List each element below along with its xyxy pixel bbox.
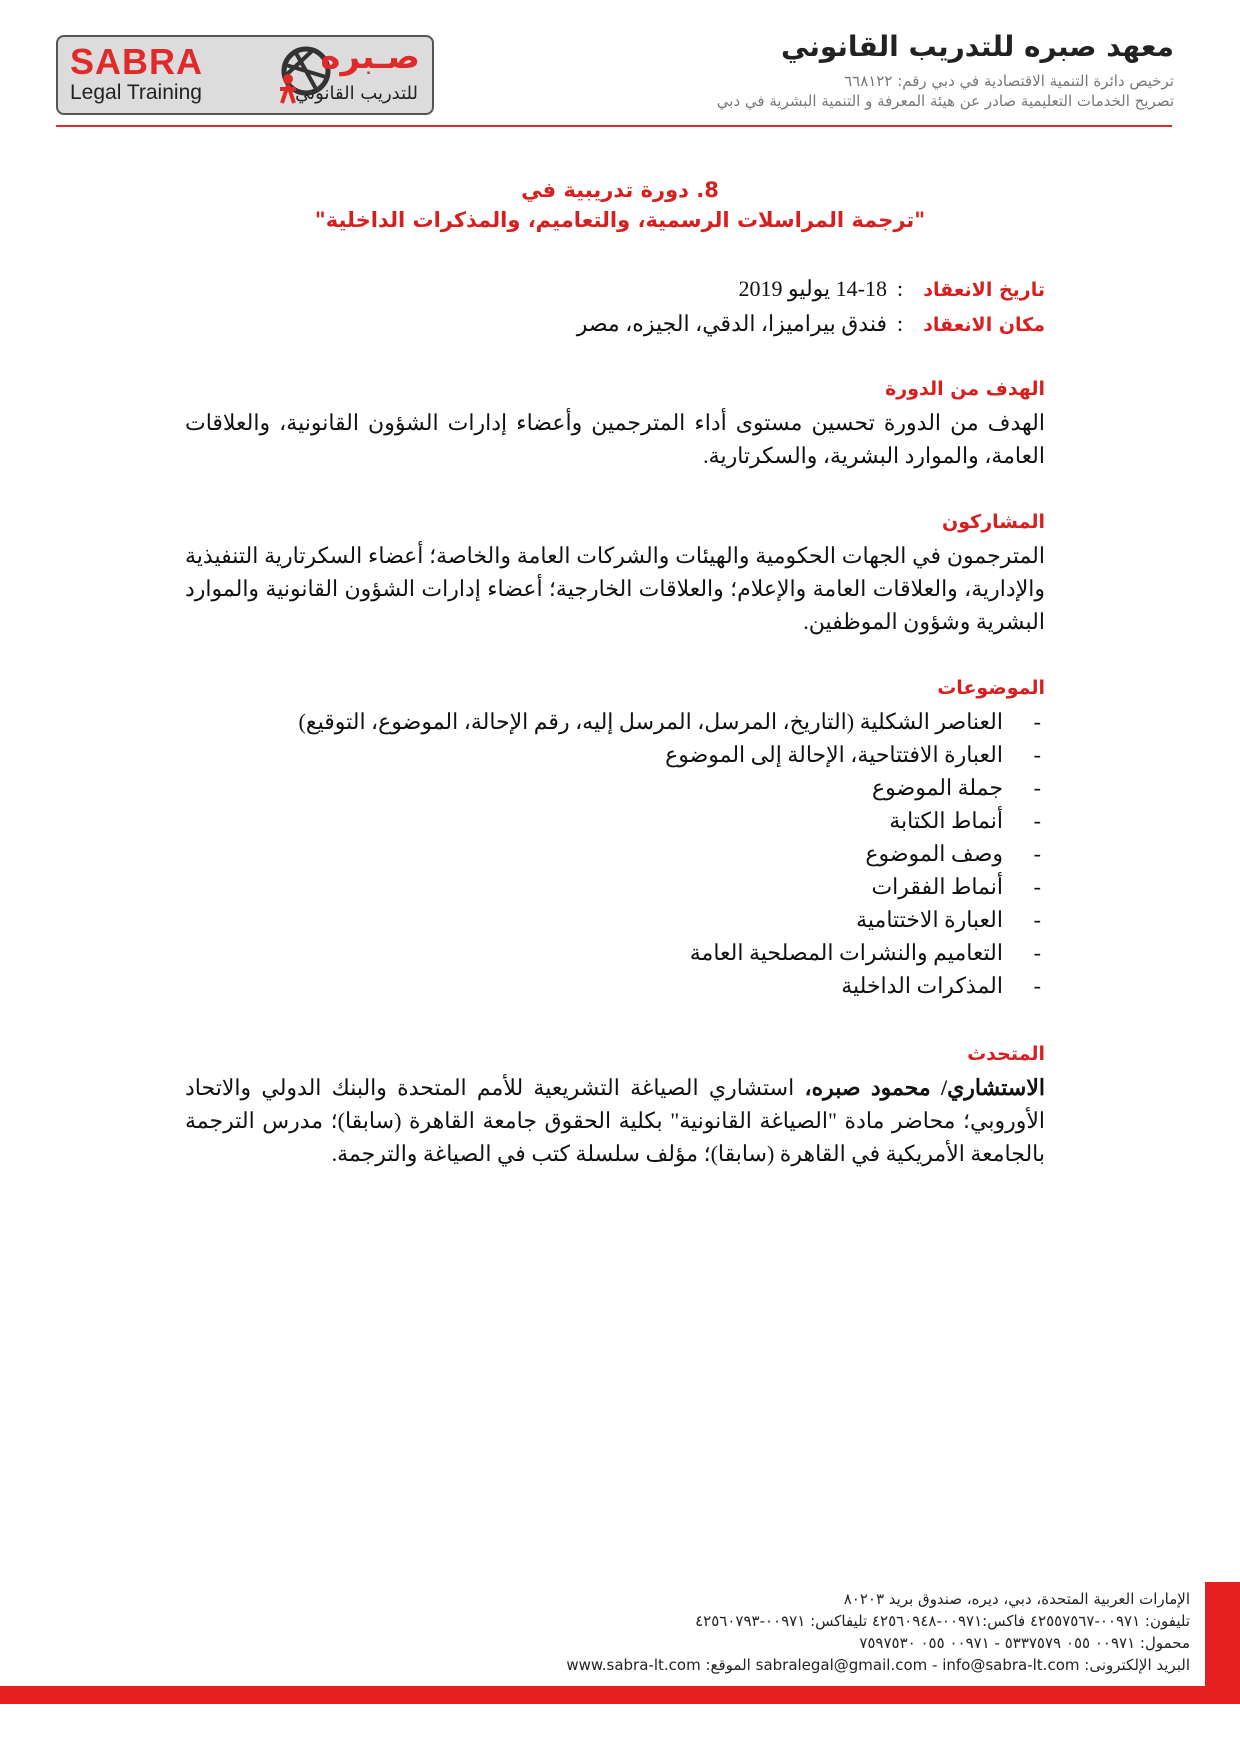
- logo-arabic-subtitle: للتدريب القانوني: [295, 83, 418, 104]
- list-item: [185, 705, 1045, 738]
- topics-heading: الموضوعات: [937, 677, 1045, 699]
- permit-line: تصريح الخدمات التعليمية صادر عن هيئة المعرفة و التنمية البشرية في دبي: [716, 92, 1174, 110]
- bullet-dash: -: [1033, 775, 1041, 800]
- bullet-dash: -: [1033, 940, 1041, 965]
- topics-list: [185, 705, 1045, 1002]
- logo-arabic-text: صـبره: [320, 37, 420, 77]
- topic-text: أنماط الفقرات: [871, 874, 1003, 899]
- website-label: الموقع:: [705, 1656, 751, 1674]
- topic-text: العناصر الشكلية (التاريخ، المرسل، المرسل إليه، رقم الإحالة، الموضوع، التوقيع): [298, 709, 1003, 734]
- bullet-dash: -: [1033, 808, 1041, 833]
- date-row: [185, 272, 1045, 307]
- objective-text: الهدف من الدورة تحسين مستوى أداء المترجمين وأعضاء إدارات الشؤون القانونية، والعلاقات العامة، والموارد البشرية، والسكرتارية.: [185, 410, 1045, 468]
- venue-value: فندق بيراميزا، الدقي، الجيزه، مصر: [576, 311, 887, 336]
- list-item: [185, 771, 1045, 804]
- course-title-line1: 8. دورة تدريبية في: [521, 178, 719, 202]
- logo-latin-subtitle: Legal Training: [70, 81, 202, 104]
- bullet-dash: -: [1033, 841, 1041, 866]
- objective-section: [185, 373, 1045, 472]
- list-item: [185, 870, 1045, 903]
- footer-phones: تليفون: ٠٠٩٧١-٤٢٥٥٧٥٦٧ فاكس:٠٠٩٧١-٤٢٥٦٠٩٤٨ تليفاكس: ٠٠٩٧١-٤٢٥٦٠٧٩٣: [695, 1612, 1190, 1630]
- license-line: ترخيص دائرة التنمية الاقتصادية في دبي رقم: ٦٦٨١٢٢: [844, 72, 1174, 90]
- bullet-dash: -: [1033, 973, 1041, 998]
- bullet-dash: -: [1033, 874, 1041, 899]
- course-title-line2: "ترجمة المراسلات الرسمية، والتعاميم، والمذكرات الداخلية": [314, 208, 926, 232]
- bullet-dash: -: [1033, 709, 1041, 734]
- participants-text: المترجمون في الجهات الحكومية والهيئات والشركات العامة والخاصة؛ أعضاء السكرتارية التنفيذية والإدارية، والعلاقات العامة والإعلام؛ والعلاقات الخارجية؛ أعضاء إدارات الشؤون القانونية والموارد البشرية وشؤون الموظفين.: [185, 543, 1045, 634]
- email-link[interactable]: sabralegal@gmail.com - info@sabra-lt.com: [755, 1656, 1080, 1674]
- logo-latin-text: SABRA: [70, 41, 204, 82]
- venue-label: مكان الانعقاد: [923, 314, 1045, 336]
- venue-row: [185, 307, 1045, 342]
- footer-mobile: محمول: ٠٠٩٧١ ٠٥٥ ٥٣٣٧٥٧٩ - ٠٠٩٧١ ٠٥٥ ٧٥٩٧٥٣٠: [859, 1634, 1190, 1652]
- footer-address: الإمارات العربية المتحدة، دبي، ديره، صندوق بريد ٨٠٢٠٣: [843, 1590, 1190, 1608]
- list-item: [185, 903, 1045, 936]
- topics-section: [185, 672, 1045, 1002]
- speaker-text: [185, 1071, 1045, 1170]
- date-value: 14-18 يوليو 2019: [738, 276, 887, 301]
- list-item: [185, 969, 1045, 1002]
- institute-name: معهد صبره للتدريب القانوني: [781, 30, 1174, 63]
- objective-heading: الهدف من الدورة: [885, 378, 1045, 400]
- speaker-section: [185, 1038, 1045, 1170]
- date-colon: :: [896, 276, 904, 301]
- speaker-heading: المتحدث: [967, 1043, 1045, 1065]
- topic-text: أنماط الكتابة: [889, 808, 1003, 833]
- logo: [56, 35, 434, 115]
- bullet-dash: -: [1033, 907, 1041, 932]
- bullet-dash: -: [1033, 742, 1041, 767]
- topic-text: العبارة الاختتامية: [856, 907, 1003, 932]
- footer-contact: [30, 1654, 1190, 1676]
- list-item: [185, 738, 1045, 771]
- email-label: البريد الإلكترونى:: [1084, 1656, 1190, 1674]
- list-item: [185, 837, 1045, 870]
- participants-heading: المشاركون: [942, 511, 1045, 533]
- list-item: [185, 804, 1045, 837]
- speaker-name: الاستشاري/ محمود صبره،: [804, 1075, 1045, 1100]
- list-item: [185, 936, 1045, 969]
- speaker-bio: استشاري الصياغة التشريعية للأمم المتحدة والبنك الدولي والاتحاد الأوروبي؛ محاضر مادة "الصياغة القانونية" بكلية الحقوق جامعة القاهرة (سابقا)؛ مدرس الترجمة بالجامعة الأمريكية في القاهرة (سابقا)؛ مؤلف سلسلة كتب في الصياغة والترجمة.: [185, 1075, 1045, 1166]
- header-divider: [56, 125, 1172, 127]
- topic-text: جملة الموضوع: [872, 775, 1003, 800]
- venue-colon: :: [896, 311, 904, 336]
- participants-section: [185, 506, 1045, 638]
- website-link[interactable]: www.sabra-lt.com: [566, 1656, 701, 1674]
- topic-text: العبارة الافتتاحية، الإحالة إلى الموضوع: [665, 742, 1003, 767]
- topic-text: المذكرات الداخلية: [841, 973, 1003, 998]
- topic-text: التعاميم والنشرات المصلحية العامة: [689, 940, 1003, 965]
- topic-text: وصف الموضوع: [865, 841, 1003, 866]
- course-info: [185, 272, 1045, 342]
- date-label: تاريخ الانعقاد: [923, 279, 1045, 301]
